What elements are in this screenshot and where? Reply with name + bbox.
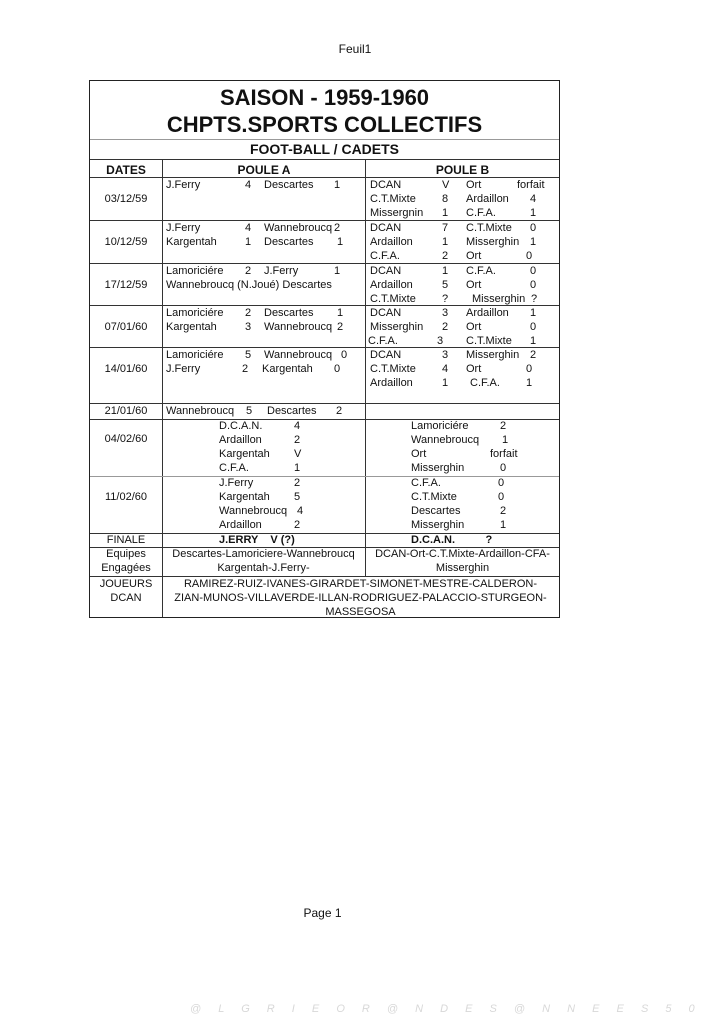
equipes-poule-a: Kargentah-J.Ferry- bbox=[217, 562, 310, 574]
team: Descartes bbox=[267, 405, 317, 417]
score: 1 bbox=[337, 307, 344, 319]
divider bbox=[90, 403, 559, 404]
team: Misserghin bbox=[411, 519, 465, 531]
team: Ardaillon bbox=[219, 434, 262, 446]
score: 0 bbox=[498, 477, 505, 489]
finale-poule-b: D.C.A.N. ? bbox=[411, 534, 493, 546]
team: C.T.Mixte bbox=[411, 491, 457, 503]
team: J.Ferry bbox=[264, 265, 299, 277]
team: Wannebroucq bbox=[166, 405, 235, 417]
watermark: @ L G R I E O R @ N D E S @ N N E E S 5 0 bbox=[190, 1003, 702, 1015]
divider bbox=[90, 263, 559, 264]
round-date: 21/01/60 bbox=[104, 405, 148, 417]
equipes-poule-b: DCAN-Ort-C.T.Mixte-Ardaillon-CFA- bbox=[375, 548, 550, 560]
divider bbox=[90, 139, 559, 140]
team: Kargentah bbox=[219, 448, 270, 460]
team: J.Ferry bbox=[219, 477, 254, 489]
team: Ardaillon bbox=[466, 193, 509, 205]
team: Wannebroucq bbox=[411, 434, 480, 446]
score: 1 bbox=[442, 236, 449, 248]
score: 2 bbox=[334, 222, 341, 234]
team: Ort bbox=[466, 363, 482, 375]
score: 1 bbox=[500, 519, 507, 531]
joueurs-list: ZIAN-MUNOS-VILLAVERDE-ILLAN-RODRIGUEZ-PALACCIO-STURGEON- bbox=[174, 592, 547, 604]
team: DCAN bbox=[370, 349, 402, 361]
team: Wannebroucq bbox=[264, 222, 333, 234]
team: DCAN bbox=[370, 222, 402, 234]
score: 2 bbox=[442, 321, 449, 333]
round-date: 03/12/59 bbox=[104, 193, 148, 205]
team: C.F.A. bbox=[466, 207, 496, 219]
score: 3 bbox=[437, 335, 444, 347]
team: Lamoriciére bbox=[166, 349, 224, 361]
team: Descartes bbox=[264, 236, 314, 248]
results-table bbox=[89, 80, 560, 618]
team: Ort bbox=[466, 250, 482, 262]
score: 2 bbox=[245, 265, 252, 277]
score: 1 bbox=[245, 236, 252, 248]
joueurs-list: RAMIREZ-RUIZ-IVANES-GIRARDET-SIMONET-MESTRE-CALDERON- bbox=[183, 578, 538, 590]
score: 1 bbox=[526, 377, 533, 389]
team: Wannebroucq bbox=[219, 505, 288, 517]
divider bbox=[90, 419, 559, 420]
score: 1 bbox=[442, 207, 449, 219]
team: DCAN bbox=[370, 307, 402, 319]
equipes-poule-b: Misserghin bbox=[435, 562, 490, 574]
sheet-label: Feuil1 bbox=[338, 42, 372, 56]
score: 2 bbox=[245, 307, 252, 319]
team: DCAN bbox=[370, 179, 402, 191]
team: Wannebroucq (N.Joué) Descartes bbox=[166, 279, 332, 291]
score: 1 bbox=[530, 236, 537, 248]
team: Kargentah bbox=[219, 491, 270, 503]
team: Descartes bbox=[264, 307, 314, 319]
score: 1 bbox=[334, 179, 341, 191]
joueurs-label: DCAN bbox=[110, 592, 142, 604]
score: 2 bbox=[294, 434, 301, 446]
score: 2 bbox=[336, 405, 343, 417]
divider bbox=[90, 476, 559, 477]
header-dates: DATES bbox=[106, 163, 146, 177]
score: 2 bbox=[242, 363, 249, 375]
score: 4 bbox=[245, 222, 252, 234]
header-poule-b: POULE B bbox=[435, 163, 490, 177]
score: 1 bbox=[530, 335, 537, 347]
team: Ort bbox=[466, 179, 482, 191]
divider bbox=[90, 177, 559, 178]
score: 2 bbox=[500, 420, 507, 432]
team: C.F.A. bbox=[219, 462, 249, 474]
score: 2 bbox=[337, 321, 344, 333]
score: 4 bbox=[297, 505, 304, 517]
team: Misserghin bbox=[466, 349, 520, 361]
championship-title: CHPTS.SPORTS COLLECTIFS bbox=[166, 112, 483, 137]
team: J.Ferry bbox=[166, 179, 201, 191]
team: C.T.Mixte bbox=[370, 363, 416, 375]
team: Wannebroucq bbox=[264, 321, 333, 333]
score: 0 bbox=[530, 222, 537, 234]
team: Ort bbox=[466, 321, 482, 333]
score: 0 bbox=[498, 491, 505, 503]
equipes-label: Engagées bbox=[101, 562, 151, 574]
score: 1 bbox=[502, 434, 509, 446]
round-date: 17/12/59 bbox=[104, 279, 148, 291]
team: Kargentah bbox=[262, 363, 313, 375]
score: 2 bbox=[442, 250, 449, 262]
team: Lamoriciére bbox=[411, 420, 469, 432]
team: C.F.A. bbox=[466, 265, 496, 277]
equipes-label: Equipes bbox=[106, 548, 146, 560]
score: 1 bbox=[334, 265, 341, 277]
team: Missergnin bbox=[370, 207, 424, 219]
divider bbox=[90, 159, 559, 160]
team: D.C.A.N. bbox=[219, 420, 263, 432]
round-date: 11/02/60 bbox=[104, 491, 147, 503]
team: Ort bbox=[466, 279, 482, 291]
round-date: 10/12/59 bbox=[104, 236, 148, 248]
round-date: 14/01/60 bbox=[104, 363, 148, 375]
score: 1 bbox=[530, 307, 537, 319]
team: Ardaillon bbox=[219, 519, 262, 531]
score: 0 bbox=[526, 250, 533, 262]
team: Lamoriciére bbox=[166, 265, 224, 277]
season-title: SAISON - 1959-1960 bbox=[219, 85, 430, 110]
divider bbox=[90, 305, 559, 306]
team: Wannebroucq bbox=[264, 349, 333, 361]
score: ? bbox=[442, 293, 449, 305]
score: ? bbox=[531, 293, 538, 305]
score: 0 bbox=[530, 279, 537, 291]
score: 4 bbox=[530, 193, 537, 205]
score: 5 bbox=[294, 491, 301, 503]
team: Ardaillon bbox=[370, 279, 413, 291]
header-poule-a: POULE A bbox=[237, 163, 291, 177]
team: C.T.Mixte bbox=[370, 193, 416, 205]
team: Descartes bbox=[264, 179, 314, 191]
team: Ardaillon bbox=[466, 307, 509, 319]
column-divider bbox=[365, 159, 366, 576]
team: Lamoriciére bbox=[166, 307, 224, 319]
score: 4 bbox=[245, 179, 252, 191]
score: 2 bbox=[500, 505, 507, 517]
score: 1 bbox=[294, 462, 301, 474]
team: C.F.A. bbox=[370, 250, 400, 262]
score: 3 bbox=[442, 307, 449, 319]
score: forfait bbox=[517, 179, 545, 191]
score: 1 bbox=[337, 236, 344, 248]
score: 2 bbox=[294, 477, 301, 489]
joueurs-label: JOUEURS bbox=[99, 578, 153, 590]
team: Misserghin bbox=[466, 236, 520, 248]
score: 0 bbox=[526, 363, 533, 375]
team: Misserghin bbox=[411, 462, 465, 474]
team: Kargentah bbox=[166, 321, 217, 333]
score: 0 bbox=[341, 349, 348, 361]
finale-label: FINALE bbox=[106, 534, 146, 546]
joueurs-list: MASSEGOSA bbox=[325, 606, 396, 618]
equipes-poule-a: Descartes-Lamoriciere-Wannebroucq bbox=[172, 548, 355, 560]
round-date: 04/02/60 bbox=[104, 433, 148, 445]
team: C.F.A. bbox=[470, 377, 500, 389]
team: Ardaillon bbox=[370, 377, 413, 389]
score: 1 bbox=[530, 207, 537, 219]
team: Misserghin bbox=[472, 293, 526, 305]
score: 4 bbox=[294, 420, 301, 432]
team: C.F.A. bbox=[368, 335, 398, 347]
score: 3 bbox=[245, 321, 252, 333]
score: forfait bbox=[490, 448, 518, 460]
team: DCAN bbox=[370, 265, 402, 277]
team: J.Ferry bbox=[166, 363, 201, 375]
sport-subtitle: FOOT-BALL / CADETS bbox=[249, 141, 400, 157]
score: 0 bbox=[530, 321, 537, 333]
score: 0 bbox=[334, 363, 341, 375]
score: 2 bbox=[294, 519, 301, 531]
score: 0 bbox=[500, 462, 507, 474]
team: Ort bbox=[411, 448, 427, 460]
score: 7 bbox=[442, 222, 449, 234]
score: 2 bbox=[530, 349, 537, 361]
score: 4 bbox=[442, 363, 449, 375]
divider bbox=[90, 576, 559, 577]
team: Descartes bbox=[411, 505, 461, 517]
score: 5 bbox=[245, 349, 252, 361]
finale-poule-a: J.ERRY V (?) bbox=[219, 534, 295, 546]
score: 1 bbox=[442, 265, 449, 277]
score: 5 bbox=[246, 405, 253, 417]
divider bbox=[90, 220, 559, 221]
score: 0 bbox=[530, 265, 537, 277]
team: Kargentah bbox=[166, 236, 217, 248]
team: C.T.Mixte bbox=[466, 222, 512, 234]
team: C.F.A. bbox=[411, 477, 441, 489]
team: Ardaillon bbox=[370, 236, 413, 248]
team: C.T.Mixte bbox=[370, 293, 416, 305]
score: V bbox=[294, 448, 302, 460]
page-number: Page 1 bbox=[303, 906, 342, 920]
score: 3 bbox=[442, 349, 449, 361]
score: V bbox=[442, 179, 450, 191]
score: 5 bbox=[442, 279, 449, 291]
team: J.Ferry bbox=[166, 222, 201, 234]
round-date: 07/01/60 bbox=[104, 321, 148, 333]
team: Misserghin bbox=[370, 321, 424, 333]
score: 1 bbox=[442, 377, 449, 389]
team: C.T.Mixte bbox=[466, 335, 512, 347]
score: 8 bbox=[442, 193, 449, 205]
divider bbox=[90, 347, 559, 348]
